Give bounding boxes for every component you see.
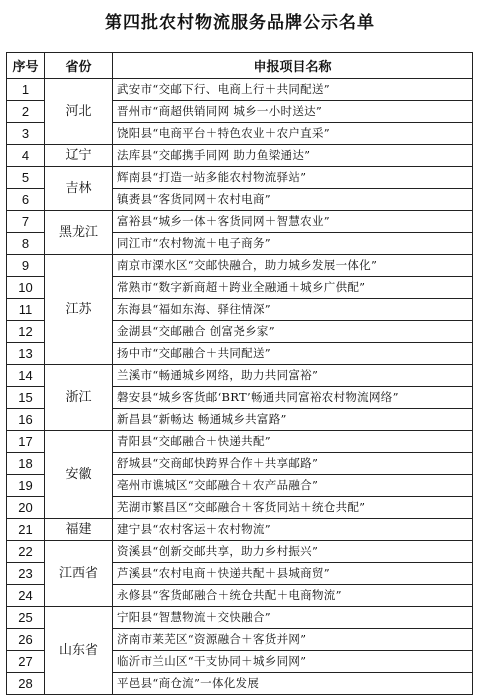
province-cell: 浙江 [45,365,113,431]
table-row [7,607,473,629]
table-row [7,167,473,189]
row-number: 23 [7,563,45,585]
row-number: 3 [7,123,45,145]
province-cell: 江西省 [45,541,113,607]
row-number: 2 [7,101,45,123]
row-number: 5 [7,167,45,189]
project-name: 富裕县“城乡一体＋客货同网＋智慧农业” [113,211,473,233]
row-number: 16 [7,409,45,431]
province-cell: 吉林 [45,167,113,211]
page-title: 第四批农村物流服务品牌公示名单 [105,13,375,33]
row-number: 25 [7,607,45,629]
project-name: 建宁县“农村客运＋农村物流” [113,519,473,541]
project-name: 宁阳县“智慧物流＋交快融合” [113,607,473,629]
table-row [7,211,473,233]
project-name: 青阳县“交邮融合＋快递共配” [113,431,473,453]
project-name: 资溪县“创新交邮共享，助力乡村振兴” [113,541,473,563]
project-name: 扬中市“交邮融合＋共同配送” [113,343,473,365]
project-name: 平邑县“商仓流”一体化发展 [113,673,473,695]
project-name: 常熟市“数字新商超＋跨业全融通＋城乡广供配” [113,277,473,299]
project-name: 临沂市兰山区“干支协同＋城乡同网” [113,651,473,673]
project-name: 武安市“交邮下行、电商上行＋共同配送” [113,79,473,101]
table-row [7,541,473,563]
province-cell: 河北 [45,79,113,145]
project-name: 舒城县“交商邮快跨界合作＋共享邮路” [113,453,473,475]
project-name: 晋州市“商超供销同网 城乡一小时送达” [113,101,473,123]
project-name: 同江市“农村物流＋电子商务” [113,233,473,255]
row-number: 28 [7,673,45,695]
row-number: 14 [7,365,45,387]
table-row [7,79,473,101]
project-name: 镇赉县“客货同网＋农村电商” [113,189,473,211]
project-name: 芜湖市繁昌区“交邮融合＋客货同站＋统仓共配” [113,497,473,519]
project-name: 新昌县“新畅达 畅通城乡共富路” [113,409,473,431]
row-number: 12 [7,321,45,343]
table-header-row [7,53,473,79]
project-name: 永修县“客货邮融合＋统仓共配＋电商物流” [113,585,473,607]
project-name: 兰溪市“畅通城乡网络，助力共同富裕” [113,365,473,387]
project-name: 饶阳县“电商平台＋特色农业＋农户直采” [113,123,473,145]
row-number: 13 [7,343,45,365]
row-number: 26 [7,629,45,651]
row-number: 19 [7,475,45,497]
table-row [7,255,473,277]
table-body [7,79,473,695]
row-number: 9 [7,255,45,277]
header-no: 序号 [7,53,45,79]
row-number: 27 [7,651,45,673]
table-row [7,519,473,541]
header-name: 申报项目名称 [113,53,473,79]
project-name: 济南市莱芜区“资源融合＋客货并网” [113,629,473,651]
project-name: 亳州市谯城区“交邮融合＋农产品融合” [113,475,473,497]
row-number: 4 [7,145,45,167]
row-number: 7 [7,211,45,233]
project-name: 磐安县“城乡客货邮‘BRT’畅通共同富裕农村物流网络” [113,387,473,409]
row-number: 24 [7,585,45,607]
row-number: 6 [7,189,45,211]
table-row [7,431,473,453]
province-cell: 福建 [45,519,113,541]
row-number: 11 [7,299,45,321]
province-cell: 安徽 [45,431,113,519]
province-cell: 黑龙江 [45,211,113,255]
row-number: 15 [7,387,45,409]
row-number: 21 [7,519,45,541]
project-name: 金湖县“交邮融合 创富尧乡家” [113,321,473,343]
province-cell: 山东省 [45,607,113,695]
province-cell: 江苏 [45,255,113,365]
project-name: 法库县“交邮携手同网 助力鱼梁通达” [113,145,473,167]
row-number: 22 [7,541,45,563]
province-cell: 辽宁 [45,145,113,167]
table-row [7,365,473,387]
project-name: 东海县“福如东海、驿往情深” [113,299,473,321]
row-number: 20 [7,497,45,519]
row-number: 10 [7,277,45,299]
table-row [7,145,473,167]
row-number: 18 [7,453,45,475]
header-province: 省份 [45,53,113,79]
row-number: 8 [7,233,45,255]
project-name: 南京市溧水区“交邮快融合，助力城乡发展一体化” [113,255,473,277]
project-name: 芦溪县“农村电商＋快递共配＋县城商贸” [113,563,473,585]
brand-list-table [6,52,473,695]
row-number: 17 [7,431,45,453]
project-name: 辉南县“打造一站多能农村物流驿站” [113,167,473,189]
row-number: 1 [7,79,45,101]
